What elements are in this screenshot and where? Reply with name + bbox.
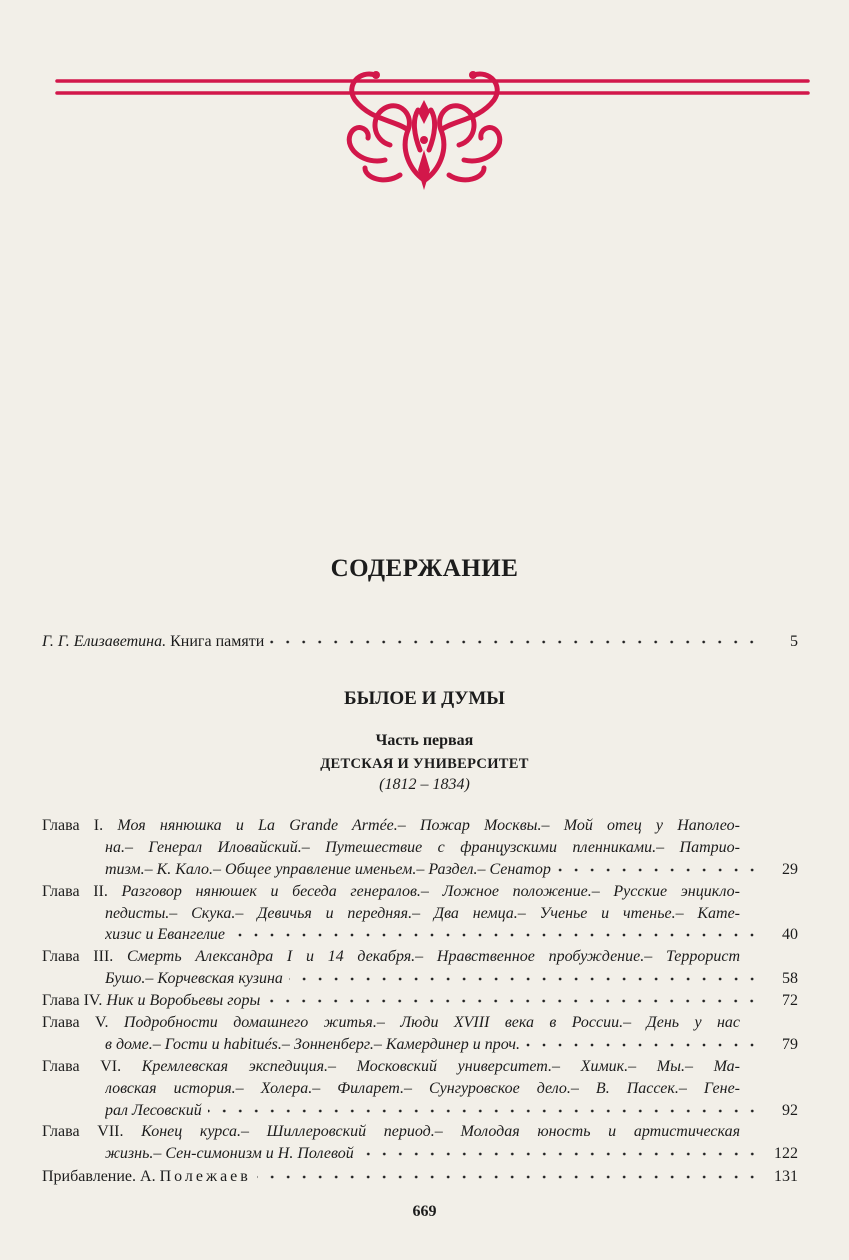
toc-entry-chapter[interactable]: [42, 990, 798, 1012]
appendix-label: Прибавление. А.: [42, 1168, 156, 1185]
page-number: 40: [782, 926, 798, 944]
chapter-summary-line: в доме.– Гости и habitués.– Зонненберг.– Камердинер и проч.: [105, 1035, 520, 1053]
section-years: (1812 – 1834): [379, 776, 470, 793]
chapter-label: Глава V.: [42, 1014, 109, 1032]
leader-dots: [257, 1174, 760, 1180]
chapter-summary-line: на.– Генерал Иловайский.– Путешествие с французскими пленниками.– Патрио-: [105, 838, 740, 856]
toc-entry-chapter[interactable]: [42, 815, 798, 881]
chapter-summary-line: Кремлевская экспедиция.– Московский университет.– Химик.– Мы.– Ма-: [141, 1057, 741, 1075]
chapter-label: Глава IV.: [42, 992, 103, 1010]
decorative-ornament: [0, 0, 849, 200]
chapter-label: Глава VI.: [42, 1057, 122, 1075]
page-number: 72: [782, 992, 798, 1010]
chapter-summary-line: жизнь.– Сен-симонизм и Н. Полевой: [105, 1145, 354, 1163]
toc-entry-chapter[interactable]: [42, 1121, 798, 1165]
chapter-summary-line: педисты.– Скука.– Девичья и передняя.– Два немца.– Ученье и чтенье.– Кате-: [105, 904, 740, 922]
chapter-summary-line: Смерть Александра I и 14 декабря.– Нравственное пробуждение.– Террорист: [127, 948, 741, 966]
page-number: 5: [790, 633, 798, 650]
page-number: 29: [782, 860, 798, 878]
chapter-summary-line: Ник и Воробьевы горы: [106, 992, 261, 1010]
chapter-summary-line: Подробности домашнего житья.– Люди XVIII века в России.– День у нас: [123, 1014, 741, 1032]
chapter-summary-line: Моя нянюшка и La Grande Armée.– Пожар Москвы.– Мой отец у Наполео-: [117, 817, 740, 834]
leader-dots: [526, 1042, 760, 1048]
leader-dots: [270, 639, 760, 645]
leader-dots: [557, 867, 760, 873]
page-number: 79: [782, 1035, 798, 1053]
toc-entry-chapter[interactable]: [42, 1056, 798, 1122]
page-number: 122: [774, 1145, 798, 1163]
work-title: БЫЛОЕ И ДУМЫ: [344, 688, 505, 709]
page-number: 131: [774, 1168, 798, 1185]
preface-author: Г. Г. Елизаветина.: [42, 633, 167, 650]
chapter-label: Глава I.: [42, 817, 104, 834]
toc-entry-chapter[interactable]: [42, 946, 798, 990]
leader-dots: [360, 1151, 760, 1157]
chapter-summary-line: хизис и Евангелие: [105, 926, 226, 944]
chapter-label: Глава VII.: [42, 1123, 124, 1141]
toc-entry-preface[interactable]: [42, 631, 798, 653]
chapter-summary-line: рал Лесовский: [105, 1101, 202, 1119]
toc-entry-chapter[interactable]: [42, 1012, 798, 1056]
chapter-label: Глава III.: [42, 948, 114, 966]
chapter-summary-line: тизм.– К. Кало.– Общее управление именьем.– Раздел.– Сенатор: [105, 860, 551, 878]
toc-entry-chapter[interactable]: [42, 881, 798, 947]
page-number: 92: [782, 1101, 798, 1119]
leader-dots: [289, 976, 760, 982]
leader-dots: [266, 998, 760, 1004]
chapter-label: Глава II.: [42, 882, 108, 900]
chapter-summary-line: ловская история.– Холера.– Филарет.– Сунгуровское дело.– В. Пассек.– Гене-: [105, 1079, 740, 1097]
part-title: Часть первая: [375, 732, 474, 749]
preface-title: Книга памяти: [170, 633, 265, 650]
page-title: СОДЕРЖАНИЕ: [330, 555, 519, 582]
appendix-name: Полежаев: [159, 1168, 251, 1185]
page-folio: 669: [412, 1203, 437, 1220]
page-number: 58: [782, 970, 798, 988]
chapter-summary-line: Бушо.– Корчевская кузина: [105, 970, 283, 988]
leader-dots: [231, 932, 760, 938]
chapter-summary-line: Разговор нянюшек и беседа генералов.– Ложное положение.– Русские энцикло-: [121, 882, 741, 900]
leader-dots: [208, 1108, 760, 1114]
chapter-summary-line: Конец курса.– Шиллеровский период.– Молодая юность и артистическая: [141, 1123, 741, 1141]
chapter-list: [42, 815, 798, 1165]
section-title: ДЕТСКАЯ И УНИВЕРСИТЕТ: [320, 756, 529, 772]
toc-entry-appendix[interactable]: [42, 1166, 798, 1188]
